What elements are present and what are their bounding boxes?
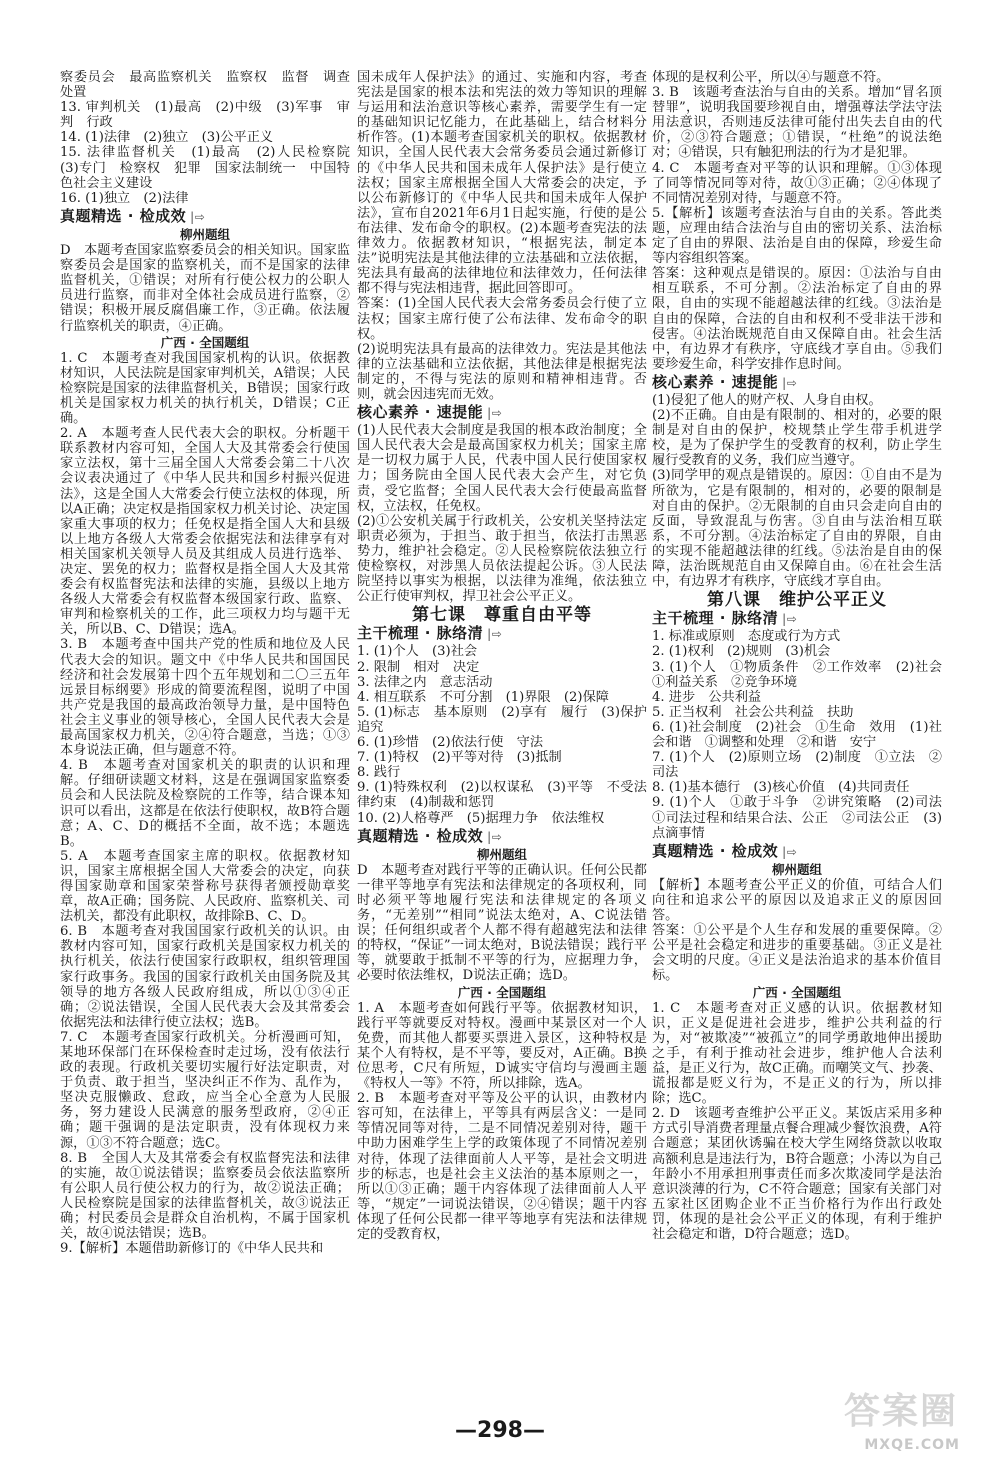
subgroup-heading: 广西 · 全国题组	[160, 334, 250, 350]
subgroup-heading: 广西 · 全国题组	[457, 984, 547, 1000]
outline-item: 1. 标准或原则 态度或行为方式	[652, 629, 841, 645]
answer-paragraph: 体现的是权利公平，所以④与题意不符。	[652, 70, 890, 85]
section-heading: 核心素养 · 速提能 |⇨	[652, 372, 798, 391]
page-number: —298—	[455, 1418, 545, 1443]
arrow-decoration-icon: |⇨	[190, 209, 206, 224]
answer-item: 7. C 本题考查国家行政机关。分析漫画可知，某地环保部门在环保检查时走过场，没有依法行政的表现。行政机关要切实履行好法定职责，对于负责、敢于担当，坚决纠正不作为、乱作为，坚决克服懒政、怠政，应当全心全意为人民服务，努力建设人民满意的服务型政府，②④正确；题干强调的是法定职责，没有体现权力来源，①③不符合题意；选C。	[60, 1029, 350, 1151]
list-item: 察委员会 最高监察机关 监察权 监督 调查 处置	[60, 70, 350, 101]
outline-item: 7. (1)个人 (2)原则立场 (2)制度 ①立法 ②司法	[652, 750, 942, 781]
answer-item: 6. B 本题考查对我国国家行政机关的认识。由教材内容可知，国家行政机关是国家权力机关的执行机关，依法行使国家行政职权，组织管理国家行政事务。我国的国家行政机关由国务院及其领导的地方各级人民政府组成，所以①③④正确；②说法错误，全国人民代表大会及其常委会依据宪法和法律行使立法权；选B。	[60, 924, 350, 1030]
arrow-decoration-icon: |⇨	[487, 627, 503, 642]
watermark-logo-text: 答案圈	[843, 1391, 958, 1432]
section-heading: 真题精选 · 检成效 |⇨	[60, 206, 206, 225]
outline-item: 6. (1)社会制度 (2)社会 ①生命 效用 (1)社会和谐 ①调整和处理 ②和谐 安宁	[652, 719, 942, 751]
answer-item: 3. B 本题考查中国共产党的性质和地位及人民代表大会的知识。题文中《中华人民共和国国民经济和社会发展第十四个五年规划和二〇三五年远景目标纲要》形成的简要流程图，说明了中国共产党是我国的最高政治领导力量，是中国特色社会主义事业的领导核心，全国人民代表大会是最高国家权力机关，②④符合题意，当选；①③本身说法正确，但与题意不符。	[60, 637, 350, 759]
outline-item: 2. 限制 相对 决定	[357, 659, 480, 675]
section-heading: 主干梳理 · 脉络清 |⇨	[652, 609, 798, 628]
answer-item: 9.【解析】本题借助新修订的《中华人民共和	[60, 1241, 324, 1257]
answer-paragraph: (1)侵犯了他人的财产权、人身自由权。	[652, 392, 882, 408]
section-heading: 真题精选 · 检成效 |⇨	[652, 841, 798, 860]
answer-text: (2)说明宪法具有最高的法律效力。宪法是其他法律的立法基础和立法依据，其他法律是根据宪法制定的，不得与宪法的原则和精神相违背。否则，就会因违宪而无效。	[357, 341, 647, 402]
outline-item: 2. (1)权利 (2)规则 (3)机会	[652, 644, 831, 660]
list-item: 16. (1)独立 (2)法律	[60, 190, 189, 206]
column-middle	[357, 70, 647, 1400]
outline-item: 5. (1)标志 基本原则 (2)享有 履行 (3)保护 追究	[357, 704, 647, 735]
outline-item: 5. 正当权利 社会公共利益 扶助	[652, 704, 854, 720]
answer-paragraph: D 本题考查对践行平等的正确认识。任何公民都一律平等地享有宪法和法律规定的各项权利，同时必须平等地履行宪法和法律规定的各项义务，“无差别”“相同”说法太绝对，A、C说法错误；任何组织或者个人都不得有超越宪法和法律的特权，“保证”一词太绝对，B说法错误；践行平等，就要敢于抵制不平等的行为，应据理力争，必要时依法维权，D说法正确；选D。	[357, 862, 647, 984]
list-item: 14. (1)法律 (2)独立 (3)公平正义	[60, 130, 274, 146]
answer-item: 1. C 本题考查对正义感的认识。依据教材知识，正义是促进社会进步，维护公共利益的行为，对“被欺凌”“被孤立”的同学勇敢地伸出援助之手，有利于推动社会进步，维护他人合法利益，是正义行为，故C正确。而嘲笑文气、抄袭、谎报都是贬义行为，不是正义的行为，所以排除；选C。	[652, 1000, 942, 1107]
arrow-decoration-icon: |⇨	[782, 612, 798, 627]
subgroup-heading: 柳州题组	[179, 226, 230, 242]
answer-item: 1. C 本题考查对我国国家机构的认识。依据教材知识，人民法院是国家审判机关，A错误；人民检察院是国家的法律监督机关，B错误；国家行政机关是国家权力机关的执行机关，D错误；C正确。	[60, 350, 350, 427]
lesson-title: 第八课 维护公平正义	[707, 590, 887, 611]
outline-item: 9. (1)特殊权利 (2)以权谋私 (3)平等 不受法律约束 (4)制裁和惩罚	[357, 780, 647, 811]
answer-item: 2. A 本题考查人民代表大会的职权。分析题干联系教材内容可知，全国人大及其常委会行使国家立法权，第十三届全国人大常委会第二十八次会议表决通过了《中华人民共和国乡村振兴促进法》，这是全国人大常委会行使立法权的体现，所以A正确；决定权是指国家权力机关讨论、决定国家重大事项的权力；任免权是指全国人大和县级以上地方各级人大常委会依据宪法和法律享有对相关国家机关领导人员及其组成人员进行选举、决定、罢免的权力；监督权是指全国人大及其常委会有权监督宪法和法律的实施，县级以上地方各级人大常委会有权监督本级国家行政、监察、审判和检察机关的工作，此三项权力均与题干无关，所以B、C、D错误；选A。	[60, 426, 350, 638]
answer-item: 2. D 该题考查维护公平正义。某饭店采用多种方式引导消费者理量点餐合理减少餐饮浪费，A符合题意；某团伙诱骗在校大学生网络贷款以收取高额利息是违法行为，B符合题意；小涛以为自己年龄小不用承担刑事责任而多次欺凌同学是法治意识淡薄的行为，C不符合题意；国家有关部门对五家社区团购企业不正当价格行为作出行政处罚，体现的是社会公平正义的体现，有利于维护社会稳定和谐，D符合题意；选D。	[652, 1106, 942, 1243]
answer-text: 答案：(1)全国人民代表大会常务委员会行使了立法权；国家主席行使了公布法律、发布命令的职权。	[357, 296, 647, 342]
list-item: 13. 审判机关 (1)最高 (2)中级 (3)军事 审判 行政	[60, 100, 350, 131]
section-heading: 主干梳理 · 脉络清 |⇨	[357, 624, 503, 643]
arrow-decoration-icon: |⇨	[782, 844, 798, 859]
outline-item: 3. (1)个人 ①物质条件 ②工作效率 (2)社会 ①利益关系 ②竞争环境	[652, 659, 942, 690]
subgroup-heading: 柳州题组	[771, 861, 822, 877]
answer-text: 答案：这种观点是错误的。原因：①法治与自由相互联系，不可分割。②法治标定了自由的界限，自由的实现不能超越法律的红线。③法治是自由的保障，合法的自由和权利不受非法干涉和侵害。④法治既规范自由又保障自由。社会生活中，有边界才有秩序，守底线才享自由。⑤我们要珍爱生命，科学安排作息时间。	[652, 266, 942, 372]
outline-item: 10. (2)人格尊严 (5)据理力争 依法维权	[357, 810, 605, 826]
outline-item: 8. 践行	[357, 765, 401, 781]
answer-item: 1. A 本题考查如何践行平等。依据教材知识，践行平等就要反对特权。漫画中某景区对一个人免费，而其他人都要买票进入景区，这种特权是某个人有特权，是不平等，要反对，A正确。B换位思考，C尺有所短，D诚实守信均与漫画主题《特权人一等》不符，所以排除，选A。	[357, 1000, 647, 1092]
arrow-decoration-icon: |⇨	[782, 375, 798, 390]
answer-paragraph: D 本题考查国家监察委员会的相关知识。国家监察委员会是国家的监察机关，而不是国家的法律监督机关，①错误；对所有行使公权力的公职人员进行监察，而非对全体社会成员进行监察，②错误；积极开展反腐倡廉工作，③正确。依法履行监察机关的职责，④正确。	[60, 243, 350, 334]
answer-item: 4. B 本题考查对国家机关的职责的认识和理解。仔细研读题文材料，这是在强调国家监察委员会和人民法院及检察院的工作等，结合课本知识可以看出，这都是在依法行使职权，故B符合题意；A、C、D的概括不全面，故不选；本题选B。	[60, 758, 350, 849]
section-heading: 核心素养 · 速提能 |⇨	[357, 403, 503, 422]
outline-item: 3. 法律之内 意志活动	[357, 674, 493, 690]
answer-item: 3. B 该题考查法治与自由的关系。增加“冒名顶替罪”，说明我国要珍视自由，增强尊法学法守法用法意识，否则违反法律可能付出失去自由的代价，②③符合题意；①错误，“杜绝”的说法绝对；④错误，只有触犯刑法的行为才是犯罪。	[652, 85, 942, 161]
answer-paragraph: (3)同学甲的观点是错误的。原因：①自由不是为所欲为，它是有限制的，相对的，必要的限制是对自由的保护。②无限制的自由只会走向自由的反面，导致混乱与伤害。③自由与法治相互联系，不可分割。④法治标定了自由的界限，自由的实现不能超越法律的红线。⑤法治是自由的保障，法治既规范自由又保障自由。⑥在社会生活中，有边界才有秩序，守底线才享自由。	[652, 468, 942, 590]
answer-item: 5.【解析】该题考查法治与自由的关系。答此类题，应理由结合法治与自由的密切关系、法治标定了自由的界限、法治是自由的保障，珍爱生命等内容组织答案。	[652, 205, 942, 267]
arrow-decoration-icon: |⇨	[487, 406, 503, 421]
answer-item: 2. B 本题考查对平等及公平的认识，由教材内容可知，在法律上，平等具有两层含义：一是同等情况同等对待，二是不同情况差别对待，题干中助力困难学生上学的政策体现了不同情况差别对待，体现了法律面前人人平等，是社会文明进步的标志，也是社会主义法治的基本原则之一，所以①③正确；题干内容体现了法律面前人人平等，“规定”一词说法错误，②④错误；题干内容体现了任何公民都一律平等地享有宪法和法律规定的受教育权，	[357, 1091, 647, 1243]
outline-item: 8. (1)基本德行 (3)核心价值 (4)共同责任	[652, 780, 910, 796]
subgroup-heading: 广西 · 全国题组	[752, 984, 842, 1000]
answer-paragraph: (2)不正确。自由是有限制的、相对的，必要的限制是对自由的保护，校规禁止学生带手机进学校，是为了保护学生的受教育的权利，防止学生履行受教育的义务，我们应当遵守。	[652, 408, 942, 469]
outline-item: 6. (1)珍惜 (2)依法行使 守法	[357, 735, 544, 751]
answer-paragraph: 【解析】本题考查公平正义的价值，可结合人们向往和追求公平的原因以及追求正义的原因回答。	[652, 877, 942, 924]
outline-item: 1. (1)个人 (3)社会	[357, 644, 478, 660]
list-item: 15. 法律监督机关 (1)最高 (2)人民检察院 (3)专门 检察权 犯罪 国家法制统一 中国特色社会主义建设	[60, 145, 350, 191]
column-right	[652, 70, 942, 1400]
answer-paragraph: (2)①公安机关属于行政机关，公安机关坚持法定职责必须为，于担当、敢于担当，依法打击黑恶势力，维护社会稳定。②人民检察院依法独立行使检察权，对涉黑人员依法提起公诉。③人民法院坚持以事实为根据，以法律为准绳，依法独立公正行使审判权，捍卫社会公平正义。	[357, 513, 647, 605]
lesson-title: 第七课 尊重自由平等	[412, 605, 592, 626]
answer-paragraph: (1)人民代表大会制度是我国的根本政治制度；全国人民代表大会是最高国家权力机关；国家主席是一切权力属于人民，代表中国人民行使国家权力；国务院由全国人民代表大会产生，对它负责，受它监督；全国人民代表大会行使最高监督权，立法权，任免权。	[357, 423, 647, 514]
outline-item: 4. 进步 公共利益	[652, 689, 762, 705]
answer-paragraph: 国未成年人保护法》的通过、实施和内容，考查宪法是国家的根本法和宪法的效力等知识的理解与运用和法治意识等核心素养，需要学生有一定的基础知识记忆能力，在此基础上，结合材料分析作答。(1)本题考查国家机关的职权。依据教材知识，全国人民代表大会常务委员会通过新修订的《中华人民共和国未成年人保护法》是行使立法权；国家主席根据全国人大常委会的决定，予以公布新修订的《中华人民共和国未成年人保护法》，宣布自2021年6月1日起实施，行使的是公布法律、发布命令的职权。(2)本题考查宪法的法律效力。依据教材知识，“根据宪法，制定本法”说明宪法是其他法律的立法基础和立法依据，宪法具有最高的法律地位和法律效力，任何法律都不得与宪法相违背，据此回答即可。	[357, 70, 647, 297]
outline-item: 7. (1)特权 (2)平等对待 (3)抵制	[357, 750, 562, 766]
subgroup-heading: 柳州题组	[476, 846, 527, 862]
arrow-decoration-icon: |⇨	[487, 829, 503, 844]
answer-item: 4. C 本题考查对平等的认识和理解。①③体现了同等情况同等对待，故①③正确；②④体现了不同情况差别对待，与题意不符。	[652, 160, 942, 206]
answer-text: 答案：①公平是个人生存和发展的重要保障。②公平是社会稳定和进步的重要基础。③正义是社会文明的尺度。④正义是法治追求的基本价值目标。	[652, 923, 942, 984]
watermark-site: MXQE.COM	[864, 1437, 960, 1453]
outline-item: 9. (1)个人 ①敢于斗争 ②讲究策略 (2)司法 ①司法过程和结果合法、公正 ②司法公正 (3)点滴事情	[652, 795, 942, 841]
answer-item: 5. A 本题考查国家主席的职权。依据教材知识，国家主席根据全国人大常委会的决定，向获得国家勋章和国家荣誉称号获得者颁授勋章奖章，故A正确；国务院、人民政府、监察机关、司法机关，都没有此职权，故排除B、C、D。	[60, 848, 350, 925]
section-heading: 真题精选 · 检成效 |⇨	[357, 826, 503, 845]
watermark-logo	[790, 1383, 960, 1453]
outline-item: 4. 相互联系 不可分割 (1)界限 (2)保障	[357, 689, 609, 705]
answer-item: 8. B 全国人大及其常委会有权监督宪法和法律的实施，故①说法错误；监察委员会依法监察所有公职人员行使公权力的行为，故②说法正确；人民检察院是国家的法律监督机关，故③说法正确；村民委员会是群众自治机构，不属于国家机关，故④说法错误；选B。	[60, 1150, 350, 1242]
column-left	[60, 70, 350, 1400]
